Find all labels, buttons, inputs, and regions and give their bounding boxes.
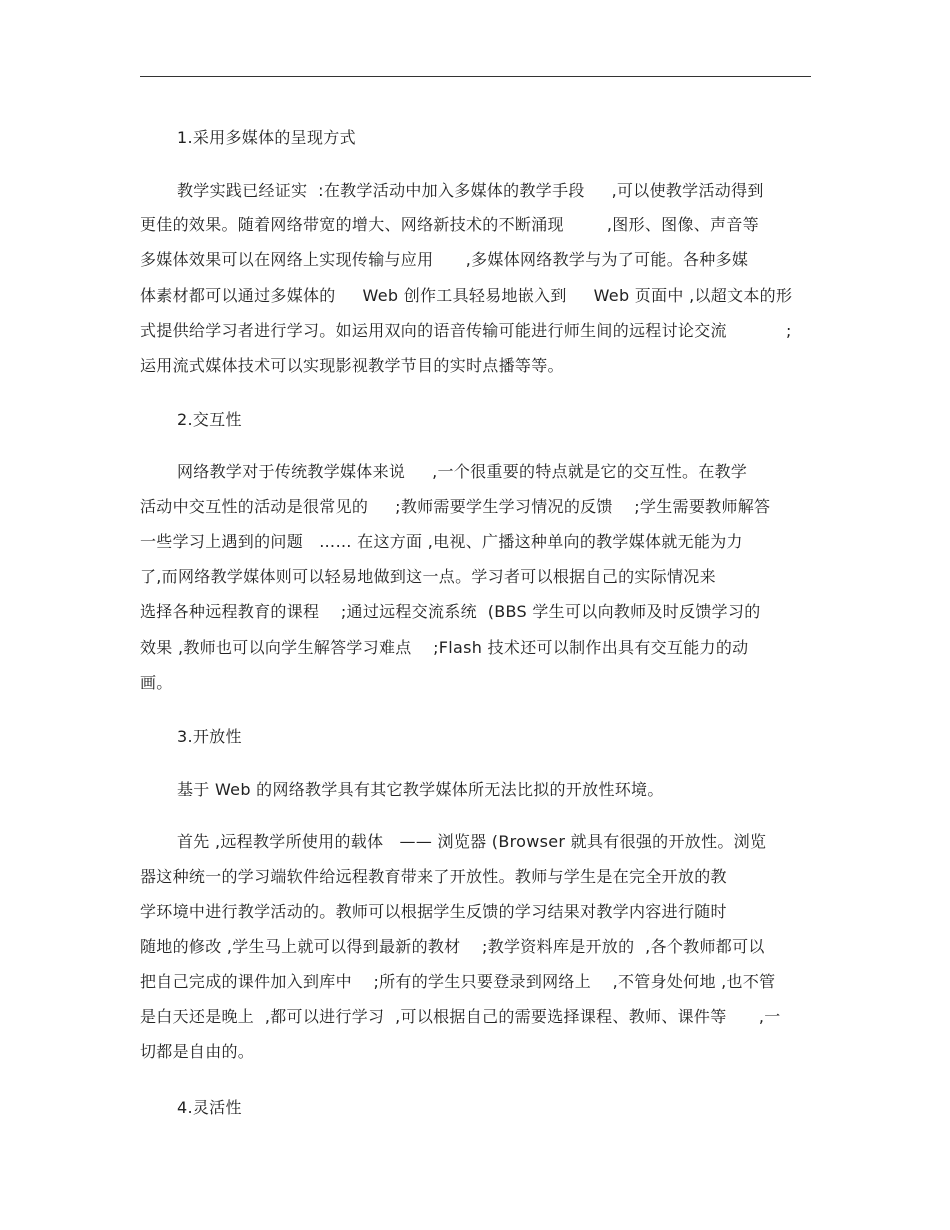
- paragraph-line: 网络教学对于传统教学媒体来说 ,一个很重要的特点就是它的交互性。在教学: [177, 462, 748, 481]
- paragraph-line: 活动中交互性的活动是很常见的 ;教师需要学生学习情况的反馈 ;学生需要教师解答: [140, 497, 771, 516]
- paragraph-line: 一些学习上遇到的问题 …… 在这方面 ,电视、广播这种单向的教学媒体就无能为力: [140, 532, 743, 551]
- paragraph-line: 画。: [140, 673, 173, 692]
- paragraph-line: 了,而网络教学媒体则可以轻易地做到这一点。学习者可以根据自己的实际情况来: [140, 567, 716, 586]
- paragraph-line: 式提供给学习者进行学习。如运用双向的语音传输可能进行师生间的远程讨论交流 ;: [140, 321, 792, 340]
- header-rule: [140, 76, 811, 77]
- section-heading: 2.交互性: [177, 410, 242, 429]
- paragraph-line: 切都是自由的。: [140, 1042, 255, 1061]
- paragraph-line: 运用流式媒体技术可以实现影视教学节目的实时点播等等。: [140, 356, 564, 375]
- paragraph-line: 教学实践已经证实 :在教学活动中加入多媒体的教学手段 ,可以使教学活动得到: [177, 181, 764, 200]
- section-heading: 4.灵活性: [177, 1098, 242, 1117]
- paragraph-line: 把自己完成的课件加入到库中 ;所有的学生只要登录到网络上 ,不管身处何地 ,也不管: [140, 972, 776, 991]
- paragraph-line: 更佳的效果。随着网络带宽的增大、网络新技术的不断涌现 ,图形、图像、声音等: [140, 215, 759, 234]
- paragraph-line: 学环境中进行教学活动的。教师可以根据学生反馈的学习结果对教学内容进行随时: [140, 902, 727, 921]
- paragraph-line: 器这种统一的学习端软件给远程教育带来了开放性。教师与学生是在完全开放的教: [140, 867, 727, 886]
- paragraph-line: 随地的修改 ,学生马上就可以得到最新的教材 ;教学资料库是开放的 ,各个教师都可以: [140, 937, 765, 956]
- paragraph-line: 首先 ,远程教学所使用的载体 —— 浏览器 (Browser 就具有很强的开放性。浏览: [177, 832, 767, 851]
- paragraph-line: 体素材都可以通过多媒体的 Web 创作工具轻易地嵌入到 Web 页面中 ,以超文本的形: [140, 286, 793, 305]
- paragraph-line: 多媒体效果可以在网络上实现传输与应用 ,多媒体网络教学与为了可能。各种多媒: [140, 250, 749, 269]
- paragraph-line: 基于 Web 的网络教学具有其它教学媒体所无法比拟的开放性环境。: [177, 780, 664, 799]
- section-heading: 3.开放性: [177, 727, 242, 746]
- paragraph-line: 效果 ,教师也可以向学生解答学习难点 ;Flash 技术还可以制作出具有交互能力的动: [140, 638, 749, 657]
- paragraph-line: 选择各种远程教育的课程 ;通过远程交流系统 (BBS 学生可以向教师及时反馈学习的: [140, 602, 761, 621]
- section-heading: 1.采用多媒体的呈现方式: [177, 128, 356, 147]
- paragraph-line: 是白天还是晚上 ,都可以进行学习 ,可以根据自己的需要选择课程、教师、课件等 ,一: [140, 1007, 781, 1026]
